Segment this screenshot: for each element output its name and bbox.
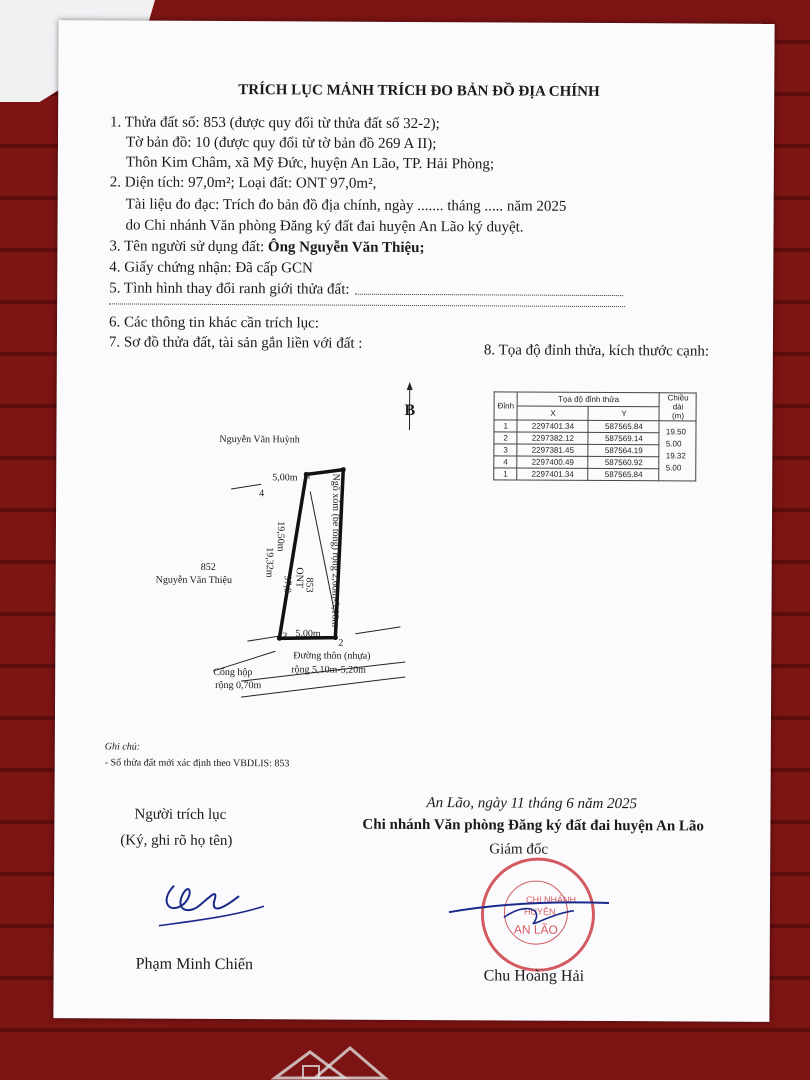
notes-line: - Số thửa đất mới xác định theo VBDLIS: 853: [104, 757, 290, 770]
header-length: [659, 393, 696, 421]
owner-name: Ông Nguyễn Văn Thiệu;: [267, 239, 425, 257]
cell-x: 2297400.49: [517, 456, 588, 468]
length-4-1: 5.00: [665, 463, 682, 473]
item-6: 6. Các thông tin khác cần trích lục:: [108, 314, 320, 332]
document-sheet: [53, 20, 774, 1022]
office-name: Chi nhánh Văn phòng Đăng ký đất đai huyện An Lão: [362, 816, 704, 835]
table-header-row: [494, 392, 697, 407]
item-1-map-sheet: Tờ bản đồ: 10 (được quy đổi từ tờ bản đồ 269 A II);: [125, 134, 437, 153]
top-length: 5,00m: [272, 472, 298, 484]
cell-y: 587569.14: [588, 432, 659, 444]
cell-x: 2297381.45: [517, 444, 588, 456]
extractor-signature: [154, 866, 274, 937]
vertex-2: [333, 635, 338, 640]
item-8: 8. Tọa độ đỉnh thửa, kích thước cạnh:: [483, 342, 710, 360]
header-x: X: [517, 406, 588, 420]
point-4-label: 4: [259, 488, 265, 500]
road-name: Đường thôn (nhựa): [293, 650, 371, 662]
point-1-label: 1: [306, 470, 312, 482]
length-cell: [659, 421, 696, 481]
header-y: Y: [588, 406, 659, 420]
cell-y: 587564.19: [588, 444, 659, 456]
item-2: 2. Diện tích: 97,0m²; Loại đất: ONT 97,0m²,: [109, 174, 377, 192]
item-7: 7. Sơ đồ thửa đất, tài sản gắn liền với đất :: [108, 334, 363, 352]
point-3-label: 3: [282, 631, 288, 643]
parcel-type: ONT: [293, 567, 305, 588]
culvert-name: Cống hộp: [213, 666, 253, 679]
length-2-3: 5.00: [665, 439, 682, 449]
cell-point: 4: [494, 456, 518, 468]
coordinate-table: [493, 391, 697, 481]
cell-x: 2297382.12: [517, 432, 588, 444]
header-point: Đỉnh: [494, 392, 518, 420]
parcel-area: 97,0: [281, 575, 293, 593]
vertex-1: [341, 467, 346, 472]
cell-x: 2297401.34: [517, 468, 588, 480]
cell-y: 587560.92: [588, 456, 659, 468]
neighbor-left-number: 852: [200, 561, 216, 573]
cell-point: 1: [494, 420, 518, 432]
cell-y: 587565.84: [588, 468, 659, 480]
parcel-number: 853: [303, 577, 315, 593]
cell-y: 587565.84: [588, 420, 659, 432]
bottom-length: 5,00m: [295, 628, 321, 640]
document-title: TRÍCH LỤC MẢNH TRÍCH ĐO BẢN ĐỒ ĐỊA CHÍNH: [238, 82, 600, 100]
item-1-address: Thôn Kim Châm, xã Mỹ Đức, huyện An Lão, TP. Hải Phòng;: [125, 154, 495, 173]
north-label: B: [404, 401, 416, 420]
director-name: Chu Hoàng Hải: [483, 967, 585, 985]
point-2-label: 2: [338, 637, 344, 649]
road-edge-line: [355, 627, 400, 634]
length-1-2: 19.50: [665, 427, 686, 437]
vertex-3: [277, 636, 282, 641]
item-5: 5. Tình hình thay đổi ranh giới thửa đất:: [109, 280, 350, 298]
road-edge-line: [247, 636, 278, 641]
director-title: Giám đốc: [489, 841, 549, 858]
item-1: 1. Thửa đất số: 853 (được quy đổi từ thửa đất số 32-2);: [110, 114, 440, 133]
item-3-label: 3. Tên người sử dụng đất:: [109, 238, 268, 256]
cell-point: 2: [494, 432, 518, 444]
table-row: [494, 420, 697, 433]
sign-date: An Lão, ngày 11 tháng 6 năm 2025: [426, 795, 638, 813]
stamp-line-1: CHI NHÁNH: [525, 894, 577, 905]
notes-label: Ghi chú:: [104, 741, 141, 753]
neighbor-boundary-line: [231, 484, 261, 489]
left-length: 19,32m: [263, 547, 275, 578]
director-signature: [444, 882, 614, 933]
neighbor-left: Nguyễn Văn Thiệu: [155, 574, 233, 587]
header-length-unit: (m): [671, 411, 685, 421]
stamp-line-2: HUYỆN: [523, 906, 556, 917]
culvert-width: rộng 0,70m: [215, 679, 262, 692]
right-length: 19,50m: [274, 521, 286, 552]
item-2-approval: do Chi nhánh Văn phòng Đăng ký đất đai huyện An Lão ký duyệt.: [125, 217, 524, 236]
neighbor-top: Nguyễn Văn Huỳnh: [219, 433, 300, 446]
item-2-survey-doc: Tài liệu đo đạc: Trích đo bản đồ địa chính, ngày ....... tháng ..... năm 2025: [125, 196, 567, 215]
header-length-label: Chiều dài: [667, 393, 689, 412]
cell-point: 3: [494, 444, 518, 456]
watermark-logo: [265, 1040, 395, 1080]
stamp-main-text: AN LÃO: [513, 922, 558, 937]
cell-point: 1: [494, 468, 518, 480]
length-3-4: 19.32: [665, 451, 686, 461]
item-4: 4. Giấy chứng nhận: Đã cấp GCN: [109, 259, 313, 277]
extractor-note: (Ký, ghi rõ họ tên): [120, 832, 233, 850]
road-width: rộng 5,10m-5,20m: [291, 664, 366, 676]
alley-label: Ngõ xóm (bê tông) rộng 2,60m-3,10m: [329, 473, 342, 628]
cell-x: 2297401.34: [517, 420, 588, 432]
extractor-title: Người trích lục: [134, 806, 227, 824]
header-title: Tọa độ đỉnh thửa: [518, 392, 660, 407]
extractor-name: Phạm Minh Chiến: [135, 955, 254, 974]
